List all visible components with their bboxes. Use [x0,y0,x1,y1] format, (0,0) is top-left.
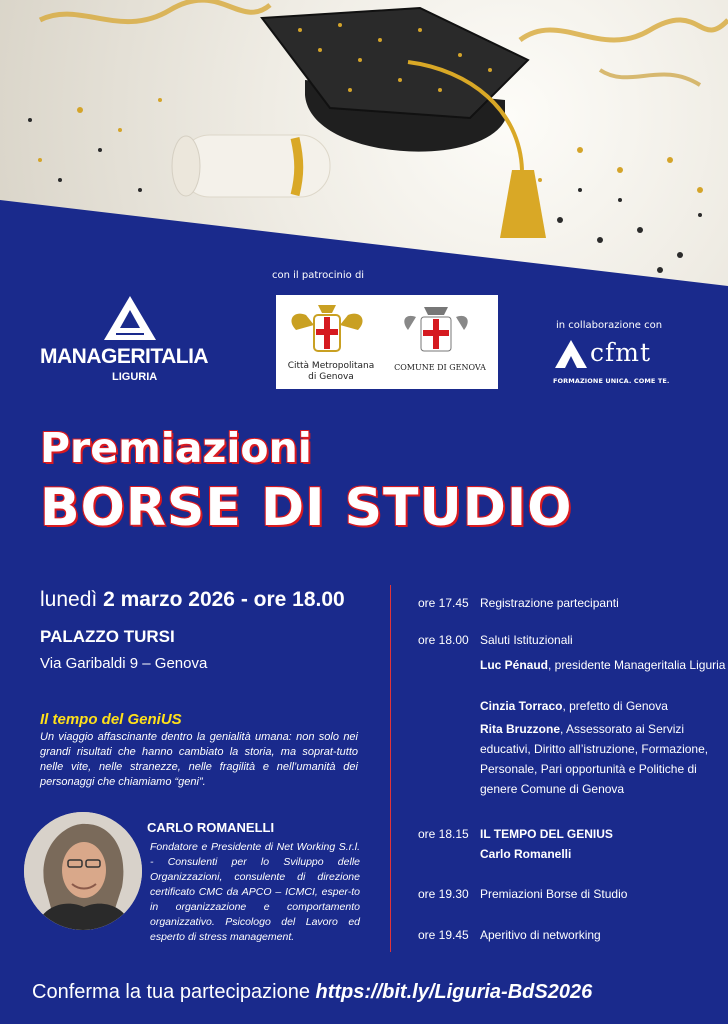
program-text [480,825,726,843]
program-role: , presidente Manageritalia Liguria [548,658,726,672]
title-line1: Premiazioni [40,424,312,472]
program-text: Aperitivo di networking [480,928,601,942]
title-line2: BORSE DI STUDIO [40,478,573,538]
manageritalia-triangle-icon [40,296,220,346]
patron-1-line1: Città Metropolitana [287,361,375,371]
column-divider [390,585,391,952]
organizer-name: MANAGERITALIA [40,345,209,368]
collaboration-label: in collaborazione con [556,320,663,331]
cta-line [32,981,592,1004]
patron-2-name: COMUNE DI GENOVA [394,363,486,372]
program-person: Luc Pénaud [480,658,549,672]
program-role: , prefetto di Genova [562,699,668,713]
speaker-bio: Fondatore e Presidente di Net Working S.r.l. - Consulenti per lo Sviluppo delle Organizzazioni, consulente di direzione certificato CMC da APCO – ICMCI, esper-to in organizzazione e comportamento organizzativo. Psicologo del Lavoro ed esperto di stress management. [150,841,360,943]
program-text [480,719,726,799]
event-address: Via Garibaldi 9 – Genova [40,655,208,672]
event-date-value: 2 marzo 2026 [103,588,235,611]
program-person: Rita Bruzzone [480,722,561,736]
program-text [480,697,726,715]
program-text [480,656,726,674]
cfmt-logo-icon [553,340,589,370]
speaker-portrait-icon [24,812,142,930]
talk-title: Il tempo del GeniUS [40,711,182,728]
event-day: lunedì [40,588,104,611]
manageritalia-logo [40,296,220,350]
program-time: ore 18.00 [418,633,469,647]
partner-name: cfmt [590,338,652,367]
program-time: ore 18.15 [418,827,469,841]
speaker-photo [24,812,142,930]
program-person: Carlo Romanelli [480,847,572,861]
event-venue: PALAZZO TURSI [40,627,175,646]
organizer-region: LIGURIA [112,371,158,383]
program-time: ore 19.30 [418,887,469,901]
talk-description: Un viaggio affascinante dentro la genialità umana: non solo nei grandi risultati che hanno cambiato la storia, ma soprat-tutto nelle vite, nelle stranezze, nelle fragilità e nell’umanità dei personaggi che chiamiamo “geni”. [40,731,358,788]
patrons-box [276,295,498,389]
patron-1-line2: di Genova [308,372,354,382]
program-text: Registrazione partecipanti [480,596,619,610]
event-time: 18.00 [292,588,345,611]
program-text: Saluti Istituzionali [480,633,573,647]
program-time: ore 17.45 [418,596,469,610]
speaker-name: CARLO ROMANELLI [147,820,275,835]
program-time: ore 19.45 [418,928,469,942]
partner-tagline: FORMAZIONE UNICA. COME TE. [553,377,670,385]
program-role: , Assessorato ai Servizi educativi, Diritto all’istruzione, Formazione, Personale, Pari opportunità e Politiche di genere Comune di Genova [480,722,709,796]
program-person: Cinzia Torraco [480,699,563,713]
patron-1-name [282,361,380,383]
event-sep: - ore [234,588,293,611]
program-text: Premiazioni Borse di Studio [480,887,628,901]
cta-label: Conferma la tua partecipazione [32,981,316,1003]
patronage-label: con il patrocinio di [272,270,365,281]
event-date [40,588,345,612]
program-text [480,845,726,863]
program-person: IL TEMPO DEL GENIUS [480,827,613,841]
cta-link[interactable]: https://bit.ly/Liguria-BdS2026 [315,981,593,1003]
